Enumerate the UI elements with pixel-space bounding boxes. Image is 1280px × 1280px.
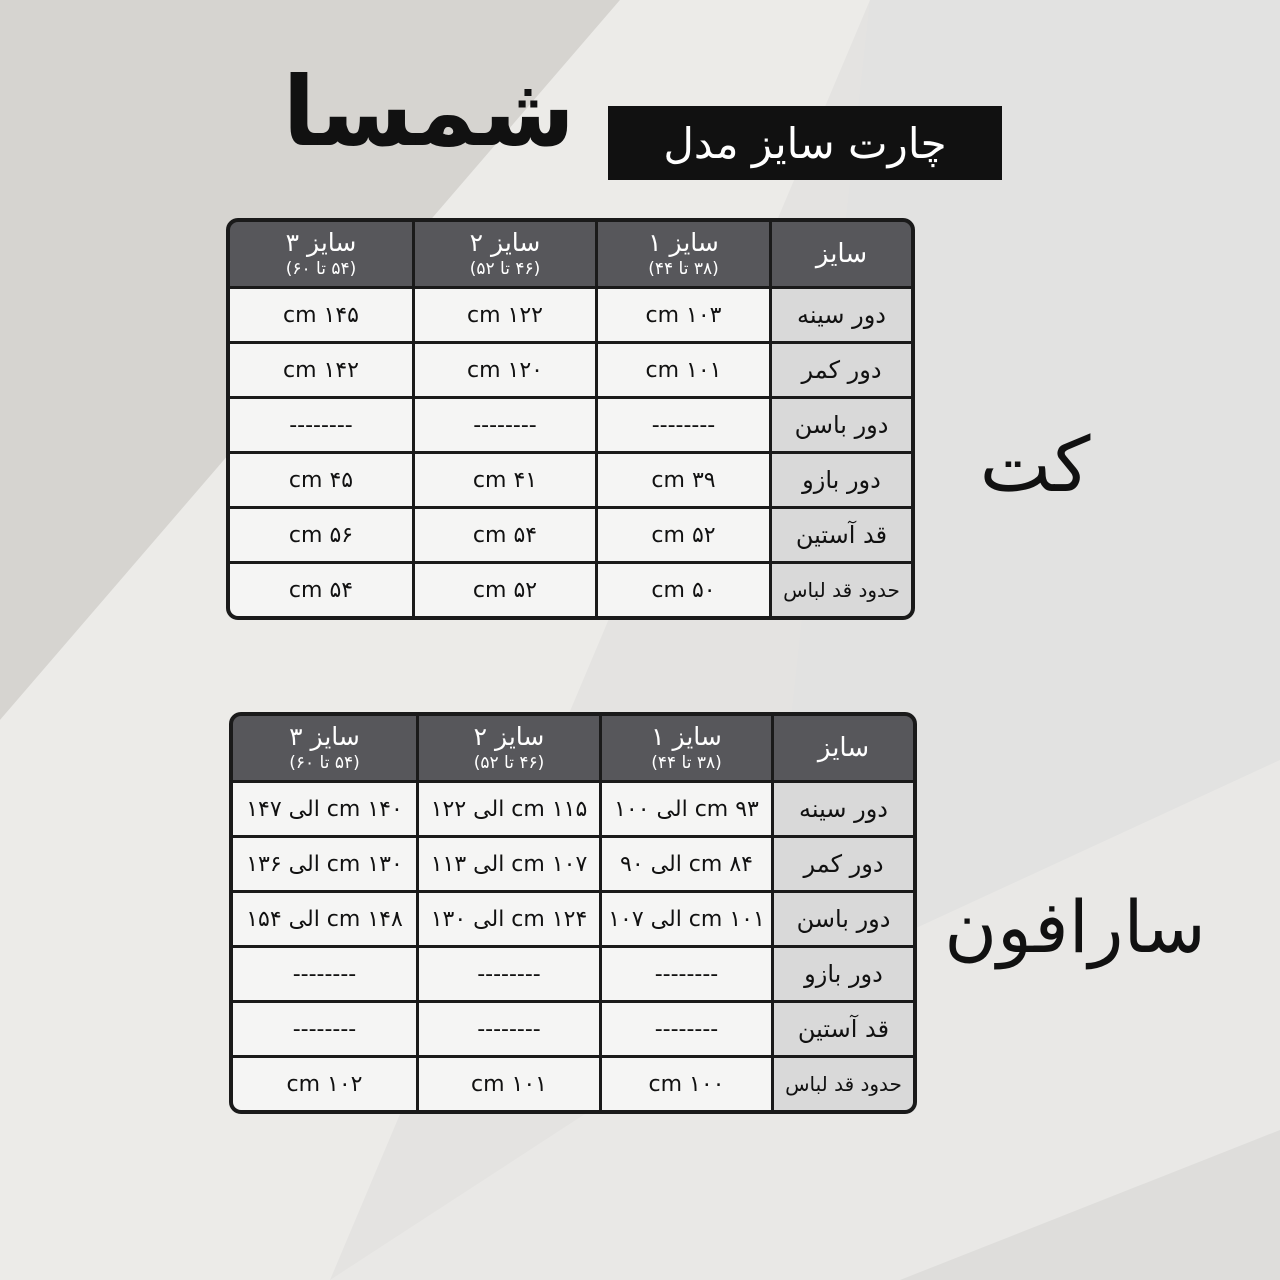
row-label: قد آستین — [769, 506, 911, 561]
row-label: دور بازو — [769, 451, 911, 506]
table-cell: ۵۰ cm — [595, 561, 769, 616]
table-cell: ۱۱۵ cm الی ۱۲۲ — [416, 780, 599, 835]
table-cell: ۵۴ cm — [412, 506, 595, 561]
size-range: (۵۴ تا ۶۰) — [289, 753, 360, 773]
table-cell: ۱۴۸ cm الی ۱۵۴ — [233, 890, 416, 945]
row-label: دور سینه — [769, 286, 911, 341]
row-label: دور سینه — [771, 780, 913, 835]
row-label: حدود قد لباس — [769, 561, 911, 616]
table-cell: ۴۱ cm — [412, 451, 595, 506]
row-label: دور کمر — [769, 341, 911, 396]
table-cell: -------- — [233, 1000, 416, 1055]
table-cell: -------- — [599, 1000, 771, 1055]
table-cell: ۱۰۳ cm — [595, 286, 769, 341]
size-table-sarafon — [229, 712, 917, 1114]
size-range: (۳۸ تا ۴۴) — [651, 753, 722, 773]
header-corner: سایز — [771, 716, 913, 780]
section-label-sarafon: سارافون — [944, 885, 1206, 969]
table-cell: ۱۰۱ cm — [595, 341, 769, 396]
table-cell: ۵۴ cm — [230, 561, 412, 616]
table-header-row — [233, 716, 913, 780]
table-cell: ۱۰۱ cm الی ۱۰۷ — [599, 890, 771, 945]
size-title: سایز ۳ — [285, 228, 357, 257]
table-row — [233, 890, 913, 945]
table-row — [230, 506, 911, 561]
table-cell: ۱۰۷ cm الی ۱۱۳ — [416, 835, 599, 890]
size-range: (۴۶ تا ۵۲) — [469, 259, 541, 279]
table-cell: -------- — [233, 945, 416, 1000]
table-cell: ۱۰۲ cm — [233, 1055, 416, 1110]
size-table-kot — [226, 218, 915, 620]
size-title: سایز ۲ — [469, 228, 541, 257]
table-cell: ۵۶ cm — [230, 506, 412, 561]
row-label: دور بازو — [771, 945, 913, 1000]
size-range: (۴۶ تا ۵۲) — [473, 753, 545, 773]
table-row — [233, 945, 913, 1000]
size-range: (۵۴ تا ۶۰) — [285, 259, 357, 279]
table-cell: -------- — [416, 945, 599, 1000]
brand-logo: شمسا — [282, 56, 575, 168]
size-range: (۳۸ تا ۴۴) — [648, 259, 719, 279]
table-cell: ۸۴ cm الی ۹۰ — [599, 835, 771, 890]
table-cell: ۱۴۲ cm — [230, 341, 412, 396]
table-cell: ۴۵ cm — [230, 451, 412, 506]
size-title: سایز ۲ — [473, 722, 545, 751]
table-header-row — [230, 222, 911, 286]
table-cell: ۱۲۲ cm — [412, 286, 595, 341]
table-cell: ۱۳۰ cm الی ۱۳۶ — [233, 835, 416, 890]
table-cell: ۱۴۵ cm — [230, 286, 412, 341]
table-row — [233, 1000, 913, 1055]
header-size-2 — [412, 222, 595, 286]
row-label: دور کمر — [771, 835, 913, 890]
table-cell: -------- — [412, 396, 595, 451]
row-label: قد آستین — [771, 1000, 913, 1055]
page-title: چارت سایز مدل — [608, 106, 1002, 180]
table-cell: ۱۴۰ cm الی ۱۴۷ — [233, 780, 416, 835]
table-cell: ۱۲۰ cm — [412, 341, 595, 396]
table-row — [233, 1055, 913, 1110]
row-label: حدود قد لباس — [771, 1055, 913, 1110]
section-label-kot: کت — [979, 420, 1091, 509]
table-cell: ۳۹ cm — [595, 451, 769, 506]
table-row — [233, 780, 913, 835]
table-cell: ۱۰۱ cm — [416, 1055, 599, 1110]
table-row — [230, 286, 911, 341]
table-cell: -------- — [416, 1000, 599, 1055]
header-size-1 — [599, 716, 771, 780]
table-cell: ۱۰۰ cm — [599, 1055, 771, 1110]
table-cell: ۵۲ cm — [595, 506, 769, 561]
header-size-1 — [595, 222, 769, 286]
table-row — [230, 341, 911, 396]
header-size-3 — [230, 222, 412, 286]
table-row — [230, 561, 911, 616]
table-row — [230, 396, 911, 451]
table-row — [233, 835, 913, 890]
size-title: سایز ۱ — [651, 722, 722, 751]
table-cell: ۵۲ cm — [412, 561, 595, 616]
row-label: دور باسن — [769, 396, 911, 451]
header-size-3 — [233, 716, 416, 780]
table-cell: ۱۲۴ cm الی ۱۳۰ — [416, 890, 599, 945]
table-cell: -------- — [230, 396, 412, 451]
row-label: دور باسن — [771, 890, 913, 945]
table-cell: -------- — [599, 945, 771, 1000]
table-row — [230, 451, 911, 506]
table-cell: ۹۳ cm الی ۱۰۰ — [599, 780, 771, 835]
header-size-2 — [416, 716, 599, 780]
table-cell: -------- — [595, 396, 769, 451]
header-corner: سایز — [769, 222, 911, 286]
size-title: سایز ۱ — [648, 228, 719, 257]
size-title: سایز ۳ — [289, 722, 360, 751]
